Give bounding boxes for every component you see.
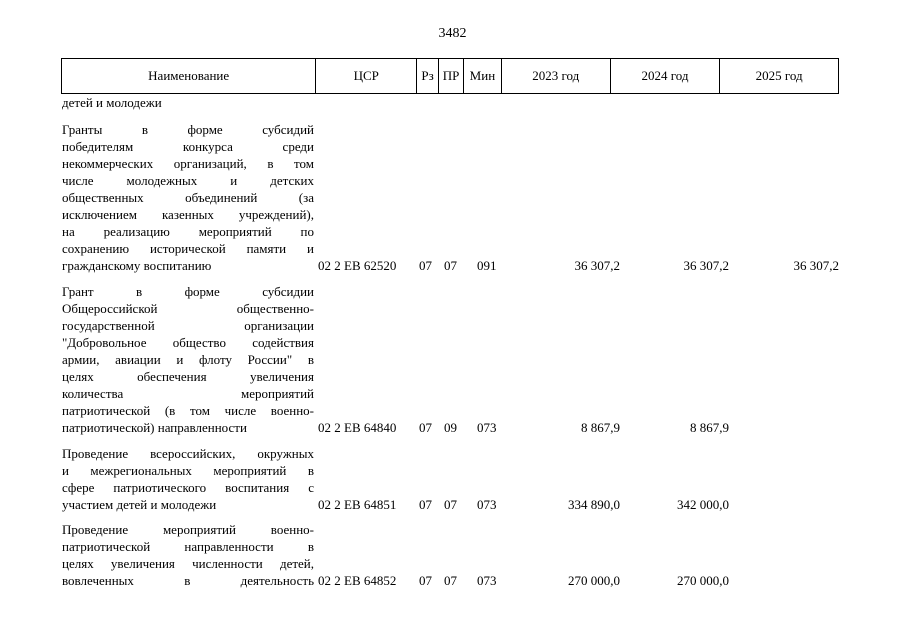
name-line: числе молодежных и детских (62, 173, 314, 188)
name-line: Проведение всероссийских, окружных (62, 446, 314, 461)
table-row-name (62, 121, 314, 274)
table-row-name (62, 445, 314, 513)
name-line: целях увеличения численности детей, (62, 556, 314, 571)
row-2023: 36 307,2 (574, 258, 620, 273)
row-rz: 07 (419, 420, 432, 435)
name-line: некоммерческих организаций, в том (62, 156, 314, 171)
name-line: общественных объединений (за (62, 190, 314, 205)
row-min: 073 (477, 497, 497, 512)
header-2025: 2025 год (755, 68, 803, 83)
header-2024: 2024 год (611, 59, 721, 93)
row-csr: 02 2 ЕВ 64851 (318, 497, 397, 512)
name-line: государственной организации (62, 318, 314, 333)
row-2023: 270 000,0 (568, 573, 620, 588)
row-2024: 8 867,9 (690, 420, 729, 435)
row-2024: 36 307,2 (683, 258, 729, 273)
row-min: 073 (477, 420, 497, 435)
row-2023: 8 867,9 (581, 420, 620, 435)
name-line: сфере патриотического воспитания с (62, 480, 314, 495)
header-min: Мин (464, 59, 502, 93)
header-2023: 2023 год (502, 59, 611, 93)
name-line: армии, авиации и флоту России" в (62, 352, 314, 367)
name-line: патриотической) направленности (62, 420, 247, 435)
page-number: 3482 (438, 26, 467, 41)
row-pr: 07 (444, 258, 457, 273)
table-row-name (62, 283, 314, 436)
header-name: Наименование (62, 59, 316, 93)
table-row-name (62, 521, 314, 589)
row-csr: 02 2 ЕВ 64840 (318, 420, 397, 435)
row-2023: 334 890,0 (568, 497, 620, 512)
name-line: Проведение мероприятий военно- (62, 522, 314, 537)
row-min: 073 (477, 573, 497, 588)
name-line: Гранты в форме субсидий (62, 122, 314, 137)
name-line: целях обеспечения увеличения (62, 369, 314, 384)
row-csr: 02 2 ЕВ 64852 (318, 573, 397, 588)
row-rz: 07 (419, 497, 432, 512)
header-rz: Рз (417, 59, 439, 93)
row-2024: 270 000,0 (677, 573, 729, 588)
name-line: участием детей и молодежи (62, 497, 217, 512)
name-line: количества мероприятий (62, 386, 314, 401)
table-header (61, 58, 839, 94)
name-line: на реализацию мероприятий по (62, 224, 314, 239)
name-line: гражданскому воспитанию (62, 258, 212, 273)
row-pr: 07 (444, 497, 457, 512)
name-line: детей и молодежи (62, 95, 162, 110)
name-line: патриотической направленности в (62, 539, 314, 554)
row-2024: 342 000,0 (677, 497, 729, 512)
row-pr: 09 (444, 420, 457, 435)
name-line: и межрегиональных мероприятий в (62, 463, 314, 478)
name-line: вовлеченных в деятельность (62, 573, 314, 588)
header-pr: ПР (439, 59, 464, 93)
row-2025: 36 307,2 (793, 258, 839, 273)
row-rz: 07 (419, 258, 432, 273)
row-min: 091 (477, 258, 497, 273)
name-line: победителям конкурса среди (62, 139, 314, 154)
name-line: патриотической (в том числе военно- (62, 403, 314, 418)
row-rz: 07 (419, 573, 432, 588)
row-pr: 07 (444, 573, 457, 588)
row-csr: 02 2 ЕВ 62520 (318, 258, 397, 273)
name-line: исключением казенных учреждений), (62, 207, 314, 222)
name-line: "Добровольное общество содействия (62, 335, 314, 350)
header-csr: ЦСР (316, 59, 417, 93)
table-row-name (62, 94, 314, 111)
name-line: сохранению исторической памяти и (62, 241, 314, 256)
name-line: Общероссийской общественно- (62, 301, 314, 316)
name-line: Грант в форме субсидии (62, 284, 314, 299)
